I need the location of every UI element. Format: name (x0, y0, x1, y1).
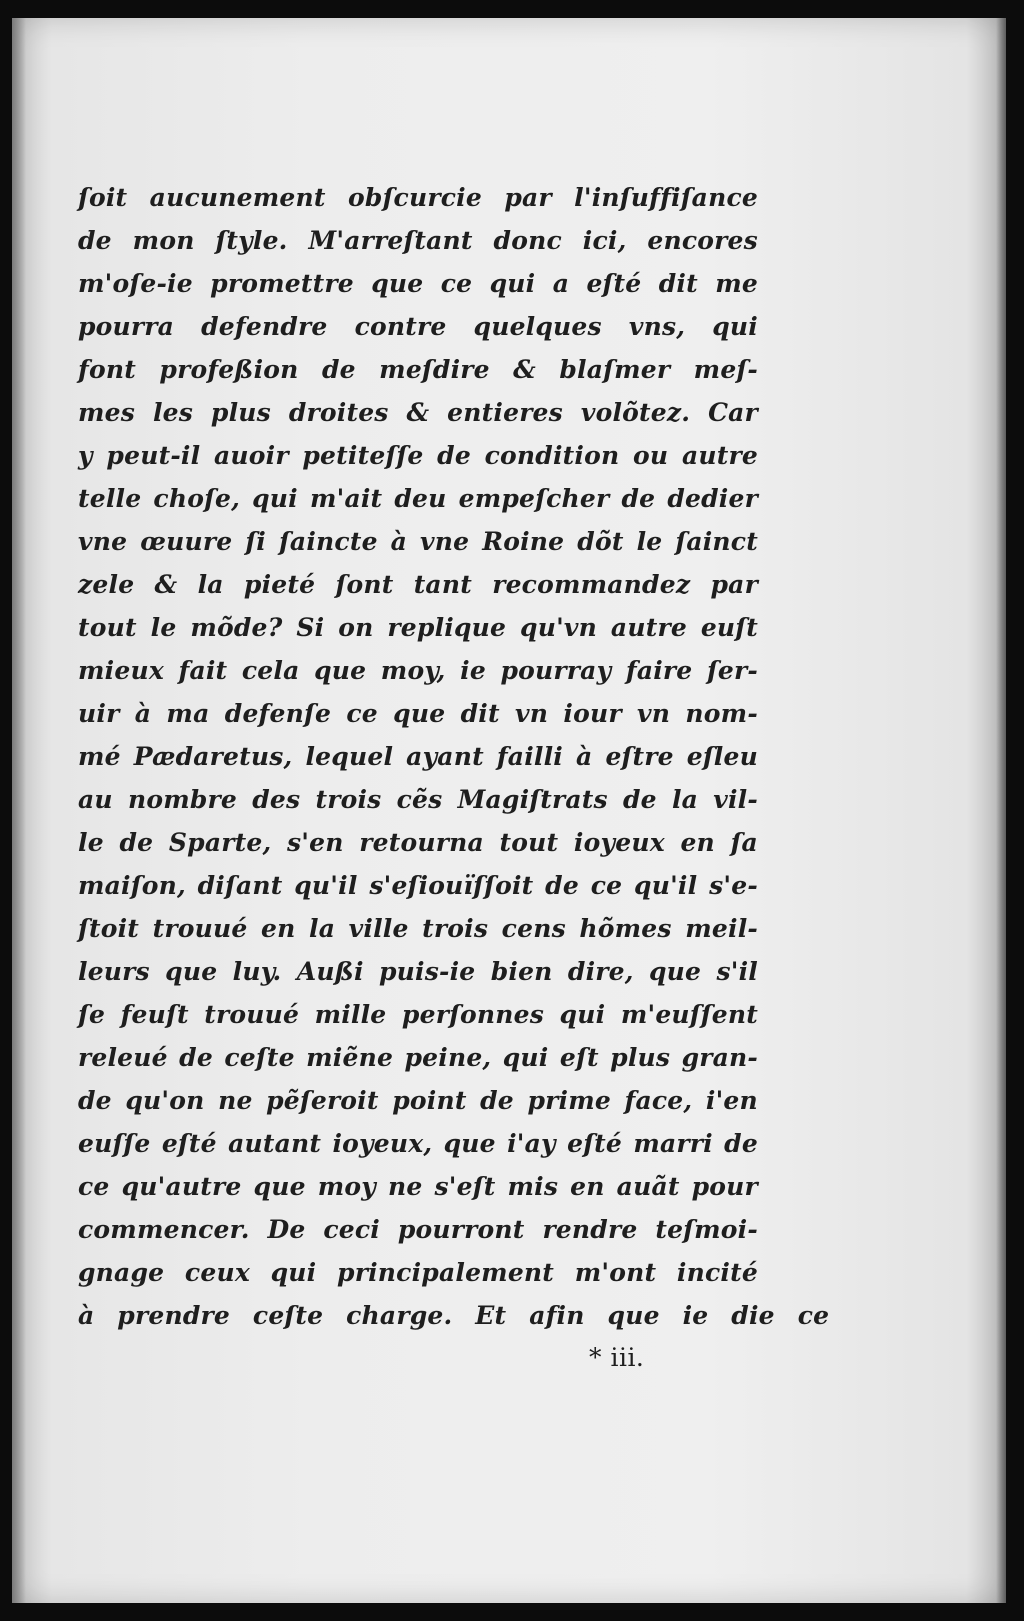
word: de (119, 828, 154, 857)
word: defenſe (224, 699, 332, 728)
text-line (78, 520, 758, 563)
word: dedier (667, 484, 758, 513)
word: de (622, 785, 657, 814)
word: s'en (287, 828, 344, 857)
word: droites (288, 398, 389, 427)
word: dire, (567, 957, 634, 986)
word: ſe (78, 1000, 106, 1029)
word: cela (241, 656, 300, 685)
word: pourront (397, 1215, 525, 1244)
word: qu'il (294, 871, 358, 900)
word: luy. (232, 957, 282, 986)
word: y (78, 441, 93, 470)
text-line (78, 434, 758, 477)
word: i'ay (507, 1129, 556, 1158)
word: nombre (127, 785, 238, 814)
word: que (165, 957, 218, 986)
word: leurs (78, 957, 150, 986)
word: ſer- (706, 656, 758, 685)
word: trois (315, 785, 382, 814)
text-line (78, 477, 758, 520)
word: œuure (140, 527, 233, 556)
word: profeßion (159, 355, 299, 384)
text-line (78, 864, 758, 907)
word: bien (490, 957, 553, 986)
text-line (78, 1079, 758, 1122)
word: commencer. (78, 1215, 250, 1244)
word: pieté (243, 570, 316, 599)
word: prime (527, 1086, 611, 1115)
word: euſt (700, 613, 758, 642)
word: que (443, 1129, 496, 1158)
word: l'inſuffiſance (574, 183, 758, 212)
text-line (78, 950, 758, 993)
word: me (715, 269, 758, 298)
word: en (260, 914, 296, 943)
text-line: à prendre ceſte charge. Et afin que ie die ce (78, 1301, 830, 1330)
word: volõtez. (580, 398, 691, 427)
word: mon (132, 226, 195, 255)
word: De (267, 1215, 306, 1244)
word: ſtoit (78, 914, 140, 943)
word: gnage (78, 1258, 165, 1287)
word: encores (647, 226, 758, 255)
word: ce (590, 871, 623, 900)
word: peut-il (106, 441, 201, 470)
page-right-edge-shadow (996, 18, 1006, 1603)
word: gran- (681, 1043, 758, 1072)
word: de (621, 484, 656, 513)
word: peine, (404, 1043, 492, 1072)
word: ſaincte (278, 527, 378, 556)
text-line (78, 1036, 758, 1079)
word: marri (633, 1129, 713, 1158)
text-line (78, 563, 758, 606)
word: s'eſt (434, 1172, 496, 1201)
word: mé (78, 742, 121, 771)
word: ici, (582, 226, 627, 255)
word: trois (422, 914, 489, 943)
word: ſoit (78, 183, 128, 212)
word: teſmoi- (655, 1215, 758, 1244)
word: autant (228, 1129, 322, 1158)
word: incité (676, 1258, 758, 1287)
word: ioyeux (573, 828, 665, 857)
text-line (78, 692, 758, 735)
word: aucunement (149, 183, 326, 212)
word: eſt (559, 1043, 599, 1072)
word: a (552, 269, 570, 298)
word: ce (78, 1172, 110, 1201)
text-line (78, 1122, 758, 1165)
word: en (680, 828, 715, 857)
text-line (78, 606, 758, 649)
word: que (371, 269, 424, 298)
body-text (78, 176, 830, 1337)
text-line (78, 391, 758, 434)
word: qui (559, 1000, 606, 1029)
word: par (710, 570, 758, 599)
word: euſſe (78, 1129, 151, 1158)
word: le (150, 613, 177, 642)
word: la (309, 914, 336, 943)
word: des (252, 785, 301, 814)
text-line (78, 305, 758, 348)
text-line (78, 348, 758, 391)
word: ce (440, 269, 473, 298)
word: meſdire (379, 355, 490, 384)
word: s'eſiouïſſoit (369, 871, 534, 900)
word: hõmes (579, 914, 672, 943)
text-line (78, 262, 758, 305)
word: entieres (447, 398, 563, 427)
word: tant (413, 570, 472, 599)
word: pourray (500, 656, 612, 685)
word: ſainct (675, 527, 758, 556)
word: à (576, 742, 593, 771)
word: face, (624, 1086, 693, 1115)
word: de (78, 226, 112, 255)
word: defendre (201, 312, 328, 341)
word: retourna (359, 828, 484, 857)
word: vn (515, 699, 549, 728)
word: ne (218, 1086, 253, 1115)
word: font (78, 355, 136, 384)
word: cens (501, 914, 566, 943)
word: iour (563, 699, 622, 728)
word: vne (78, 527, 128, 556)
word: vil- (713, 785, 758, 814)
word: ne (388, 1172, 423, 1201)
word: miẽne (306, 1043, 394, 1072)
word: de (179, 1043, 213, 1072)
word: pẽſeroit (266, 1086, 379, 1115)
word: eſtre (605, 742, 674, 771)
word: M'arreſtant (308, 226, 473, 255)
word: failli (496, 742, 563, 771)
word: Pædaretus, (133, 742, 293, 771)
word: ceux (184, 1258, 250, 1287)
word: vne (420, 527, 470, 556)
word: plus (610, 1043, 671, 1072)
word: que (393, 699, 446, 728)
word: feuſt (120, 1000, 189, 1029)
word: autre (610, 613, 687, 642)
word: eſté (161, 1129, 217, 1158)
word: choſe, (153, 484, 241, 513)
word: les (152, 398, 194, 427)
word: nom- (685, 699, 758, 728)
word: en (570, 1172, 605, 1201)
word: tout (78, 613, 137, 642)
word: donc (493, 226, 562, 255)
word: on (338, 613, 374, 642)
word: contre (354, 312, 447, 341)
word: qu'il (634, 871, 698, 900)
word: faire (625, 656, 693, 685)
book-page (12, 18, 1006, 1603)
word: ou (633, 441, 669, 470)
text-line (78, 821, 758, 864)
word: & (406, 398, 430, 427)
word: petiteſſe (302, 441, 424, 470)
text-line (78, 907, 758, 950)
word: & (154, 570, 178, 599)
word: cẽs (396, 785, 443, 814)
word: mille (314, 1000, 387, 1029)
word: Sparte, (168, 828, 272, 857)
word: de (480, 1086, 514, 1115)
word: auoir (213, 441, 289, 470)
word: ma (166, 699, 210, 728)
word: que (253, 1172, 306, 1201)
text-line (78, 993, 758, 1036)
word: & (513, 355, 536, 384)
text-line (78, 1251, 758, 1294)
word: mõde? (190, 613, 283, 642)
word: ſont (335, 570, 394, 599)
word: mieux (78, 656, 164, 685)
word: m'euſſent (620, 1000, 758, 1029)
word: ſtyle. (215, 226, 288, 255)
word: autre (681, 441, 758, 470)
word: qu'on (125, 1086, 205, 1115)
word: tout (499, 828, 559, 857)
word: Außi (296, 957, 364, 986)
word: ce (346, 699, 378, 728)
word: qu'vn (520, 613, 598, 642)
page-left-edge-shadow (12, 18, 26, 1603)
word: Si (296, 613, 325, 642)
word: plus (210, 398, 271, 427)
word: eſté (586, 269, 642, 298)
word: ſa (730, 828, 758, 857)
word: qui (502, 1043, 549, 1072)
text-line (78, 735, 758, 778)
word: de (437, 441, 471, 470)
word: telle (78, 484, 142, 513)
word: trouué (204, 1000, 300, 1029)
word: m'oſe-ie (78, 269, 193, 298)
text-line (78, 176, 758, 219)
word: de (545, 871, 579, 900)
word: Roine (482, 527, 565, 556)
word: par (504, 183, 552, 212)
word: m'ait (309, 484, 383, 513)
word: meſ- (693, 355, 758, 384)
word: diſant (197, 871, 283, 900)
word: mis (507, 1172, 559, 1201)
word: blaſmer (559, 355, 671, 384)
word: principalement (337, 1258, 555, 1287)
word: ceſte (224, 1043, 295, 1072)
word: au (78, 785, 113, 814)
word: le (636, 527, 663, 556)
word: recommandez (492, 570, 691, 599)
word: promettre (210, 269, 354, 298)
word: fait (178, 656, 228, 685)
word: Car (708, 398, 758, 427)
text-line (78, 1208, 758, 1251)
word: eſté (567, 1129, 623, 1158)
word: que (314, 656, 367, 685)
word: empeſcher (458, 484, 610, 513)
word: de (724, 1129, 758, 1158)
word: le (78, 828, 104, 857)
word: qui (712, 312, 758, 341)
text-line (78, 219, 758, 262)
word: qui (270, 1258, 317, 1287)
word: pour (691, 1172, 758, 1201)
word: obſcurcie (348, 183, 482, 212)
word: ville (348, 914, 409, 943)
text-line (78, 1165, 758, 1208)
word: m'ont (574, 1258, 657, 1287)
word: ceci (323, 1215, 380, 1244)
word: zele (78, 570, 135, 599)
word: qui (252, 484, 298, 513)
word: ioyeux, (332, 1129, 433, 1158)
word: vn (637, 699, 671, 728)
word: à (134, 699, 152, 728)
word: replique (387, 613, 507, 642)
signature-mark: * iii. (589, 1343, 645, 1372)
text-line (78, 649, 758, 692)
word: auãt (616, 1172, 680, 1201)
word: à (390, 527, 408, 556)
word: trouué (152, 914, 248, 943)
word: Magiſtrats (457, 785, 608, 814)
word: dit (658, 269, 698, 298)
word: maiſon, (78, 871, 186, 900)
word: uir (78, 699, 120, 728)
word: dõt (577, 527, 624, 556)
word: quelques (473, 312, 602, 341)
word: perſonnes (401, 1000, 545, 1029)
word: s'e- (709, 871, 758, 900)
word: ie (460, 656, 486, 685)
word: que (648, 957, 702, 986)
word: la (197, 570, 224, 599)
word: moy (317, 1172, 376, 1201)
word: ayant (406, 742, 484, 771)
word: condition (484, 441, 620, 470)
word: la (671, 785, 699, 814)
word: lequel (305, 742, 394, 771)
word: i'en (705, 1086, 758, 1115)
word: qu'autre (121, 1172, 242, 1201)
word: vns, (628, 312, 686, 341)
word: dit (460, 699, 500, 728)
word: de (78, 1086, 112, 1115)
word: moy, (380, 656, 446, 685)
word: s'il (716, 957, 758, 986)
word: de (321, 355, 356, 384)
word: mes (78, 398, 136, 427)
word: eſleu (686, 742, 758, 771)
word: rendre (542, 1215, 638, 1244)
word: ſi (245, 527, 266, 556)
word: pourra (78, 312, 175, 341)
word: puis-ie (378, 957, 476, 986)
word: deu (394, 484, 447, 513)
word: meil- (685, 914, 758, 943)
word: qui (489, 269, 536, 298)
word: releué (78, 1043, 168, 1072)
word: point (392, 1086, 467, 1115)
text-line (78, 778, 758, 821)
